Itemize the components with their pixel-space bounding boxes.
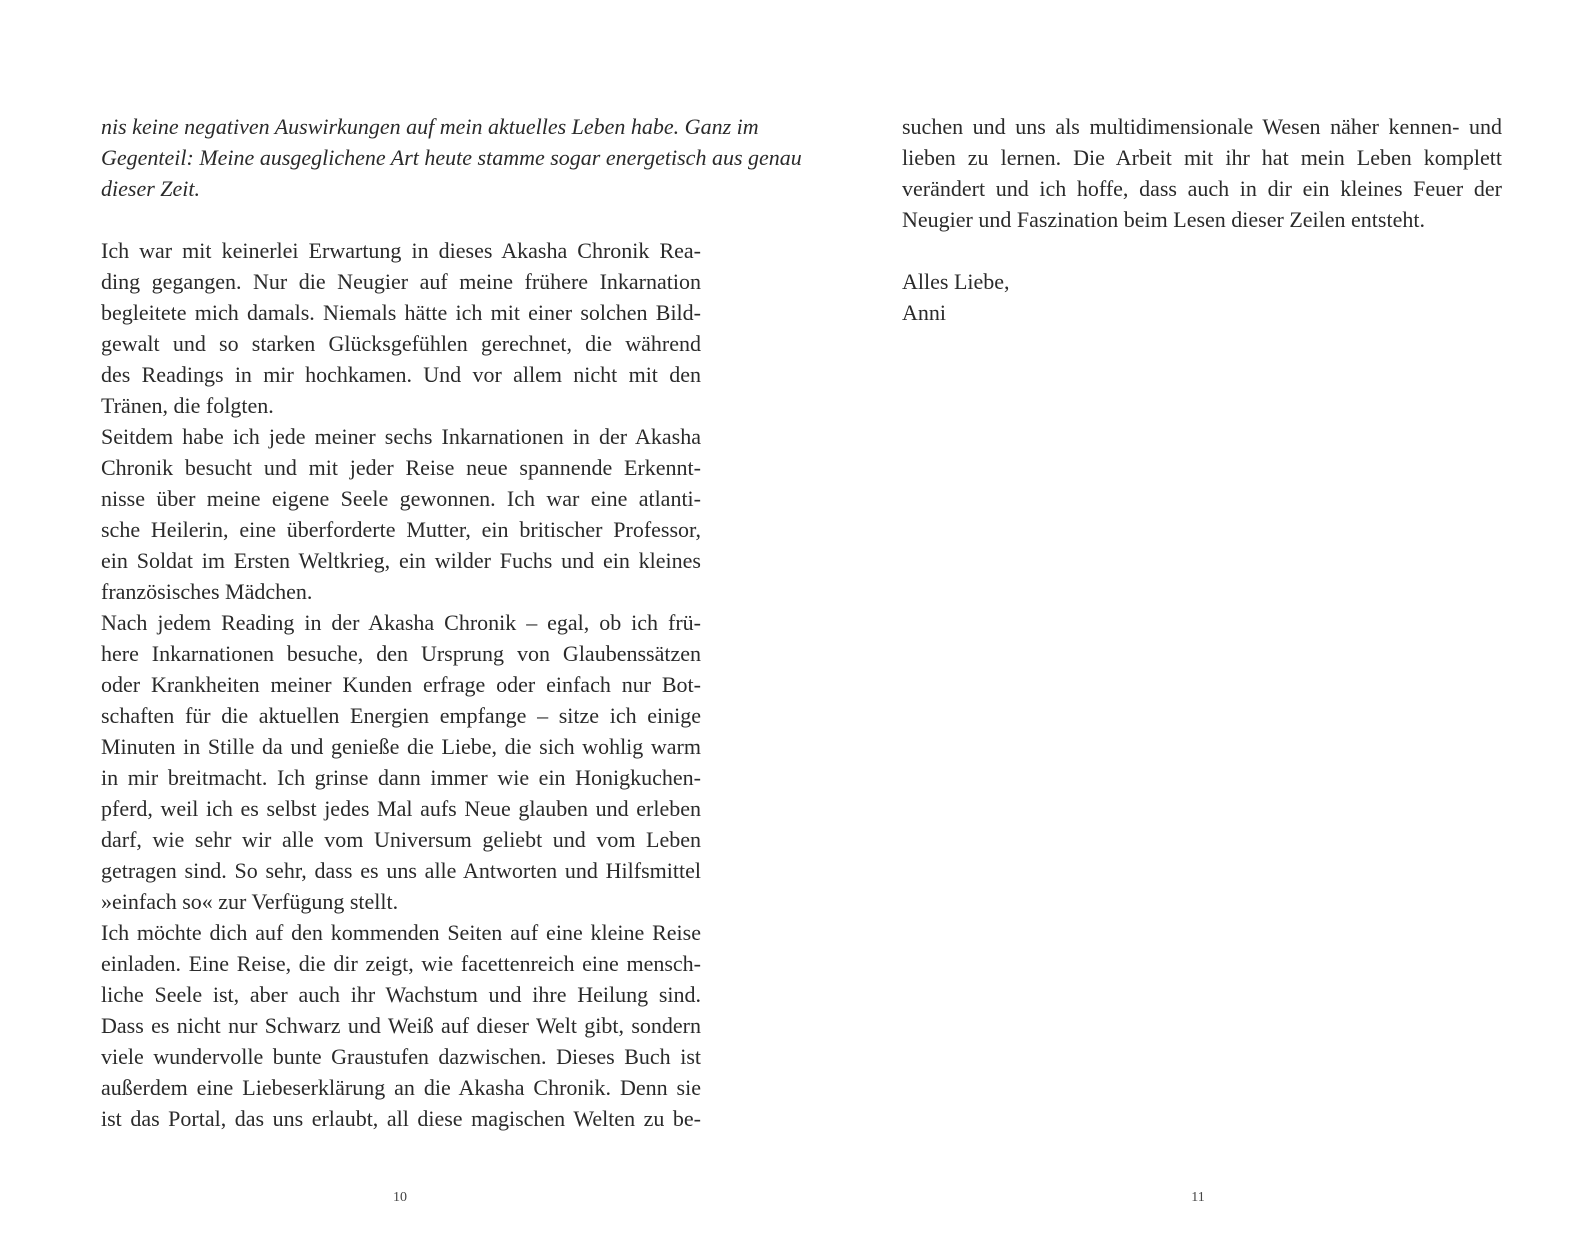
text-line: darf, wie sehr wir alle vom Universum geliebt und vom Leben: [101, 827, 701, 852]
right-page: [797, 0, 1594, 1240]
text-line: dieser Zeit.: [101, 176, 200, 201]
text-line: lieben zu lernen. Die Arbeit mit ihr hat mein Leben komplett: [902, 145, 1502, 170]
text-line: »einfach so« zur Verfügung stellt.: [101, 889, 399, 914]
closing-signature: [902, 266, 1502, 328]
text-line: here Inkarnationen besuche, den Ursprung von Glaubenssätzen: [101, 641, 701, 666]
signature-name: Anni: [902, 300, 946, 325]
text-line: des Readings in mir hochkamen. Und vor allem nicht mit den: [101, 362, 701, 387]
text-line: begleitete mich damals. Niemals hätte ich mit einer solchen Bild-: [101, 300, 701, 325]
paragraph-gap: [902, 235, 1502, 266]
text-line: liche Seele ist, aber auch ihr Wachstum und ihre Heilung sind.: [101, 982, 701, 1007]
text-line: Tränen, die folgten.: [101, 393, 274, 418]
text-line: sche Heilerin, eine überforderte Mutter, ein britischer Professor,: [101, 517, 701, 542]
text-line: außerdem eine Liebeserklärung an die Akasha Chronik. Denn sie: [101, 1075, 701, 1100]
page-number-left: 10: [393, 1190, 407, 1205]
text-line: Nach jedem Reading in der Akasha Chronik – egal, ob ich frü-: [101, 610, 701, 635]
text-line: viele wundervolle bunte Graustufen dazwischen. Dieses Buch ist: [101, 1044, 701, 1069]
paragraph-1: [101, 235, 701, 421]
text-line: Chronik besucht und mit jeder Reise neue spannende Erkennt-: [101, 455, 701, 480]
text-line: gewalt und so starken Glücksgefühlen gerechnet, die während: [101, 331, 701, 356]
text-line: Ich möchte dich auf den kommenden Seiten auf eine kleine Reise: [101, 920, 701, 945]
text-line: Seitdem habe ich jede meiner sechs Inkarnationen in der Akasha: [101, 424, 701, 449]
closing-greeting: Alles Liebe,: [902, 269, 1010, 294]
intro-italic-paragraph: [101, 111, 802, 204]
paragraph-3: [101, 607, 701, 917]
right-page-text: [902, 111, 1502, 328]
text-line: ein Soldat im Ersten Weltkrieg, ein wilder Fuchs und ein kleines: [101, 548, 701, 573]
text-line: in mir breitmacht. Ich grinse dann immer wie ein Honigkuchen-: [101, 765, 701, 790]
text-line: Gegenteil: Meine ausgeglichene Art heute stamme sogar energetisch aus genau: [101, 145, 802, 170]
paragraph-gap: [101, 204, 701, 235]
text-line: suchen und uns als multidimensionale Wesen näher kennen- und: [902, 114, 1502, 139]
paragraph-2: [101, 421, 701, 607]
page-number-right: 11: [1191, 1190, 1205, 1205]
text-line: verändert und ich hoffe, dass auch in dir ein kleines Feuer der: [902, 176, 1502, 201]
left-page-text: [101, 111, 802, 1134]
text-line: ist das Portal, das uns erlaubt, all diese magischen Welten zu be-: [101, 1106, 701, 1131]
paragraph-continuation: [902, 111, 1502, 235]
text-line: oder Krankheiten meiner Kunden erfrage oder einfach nur Bot-: [101, 672, 701, 697]
text-line: getragen sind. So sehr, dass es uns alle Antworten und Hilfsmittel: [101, 858, 701, 883]
text-line: französisches Mädchen.: [101, 579, 313, 604]
text-line: schaften für die aktuellen Energien empfange – sitze ich einige: [101, 703, 701, 728]
text-line: pferd, weil ich es selbst jedes Mal aufs Neue glauben und erleben: [101, 796, 701, 821]
paragraph-4: [101, 917, 701, 1134]
text-line: einladen. Eine Reise, die dir zeigt, wie facettenreich eine mensch-: [101, 951, 701, 976]
text-line: Ich war mit keinerlei Erwartung in dieses Akasha Chronik Rea-: [101, 238, 701, 263]
text-line: nis keine negativen Auswirkungen auf mein aktuelles Leben habe. Ganz im: [101, 114, 759, 139]
text-line: ding gegangen. Nur die Neugier auf meine frühere Inkarnation: [101, 269, 701, 294]
text-line: Minuten in Stille da und genieße die Liebe, die sich wohlig warm: [101, 734, 701, 759]
text-line: nisse über meine eigene Seele gewonnen. Ich war eine atlanti-: [101, 486, 701, 511]
text-line: Neugier und Faszination beim Lesen dieser Zeilen entsteht.: [902, 207, 1425, 232]
text-line: Dass es nicht nur Schwarz und Weiß auf dieser Welt gibt, sondern: [101, 1013, 701, 1038]
